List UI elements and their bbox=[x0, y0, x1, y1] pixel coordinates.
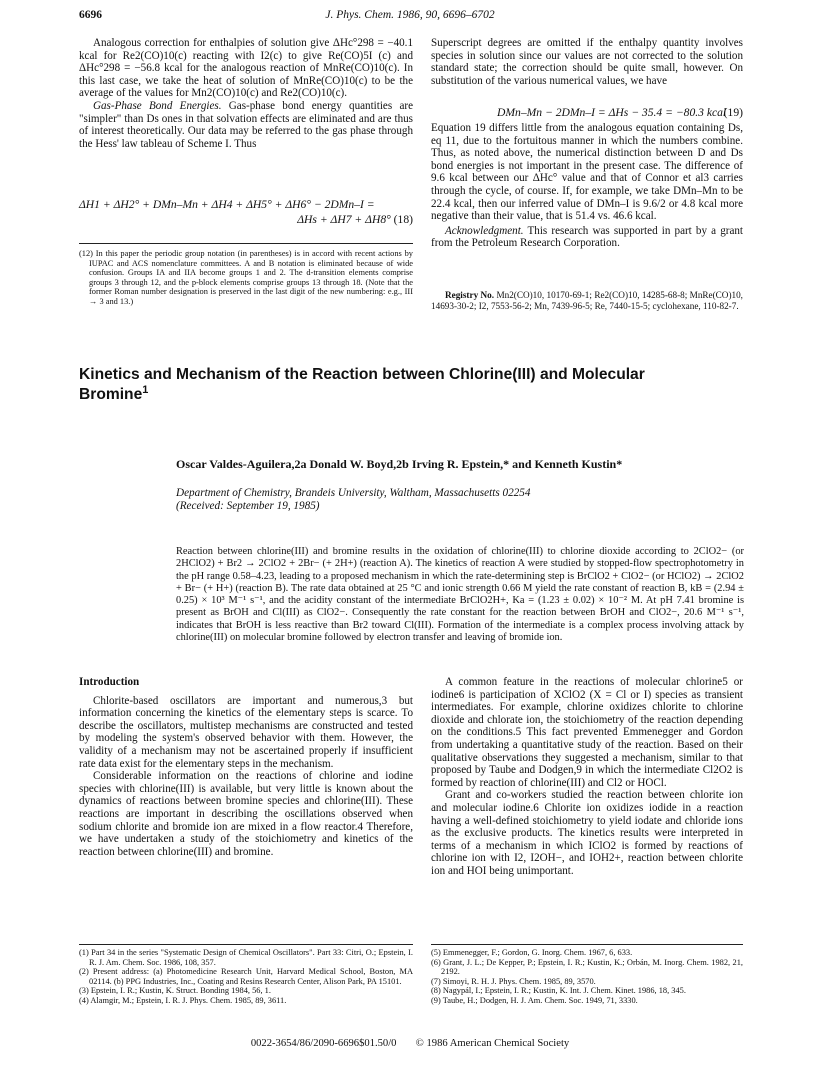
authors: Oscar Valdes-Aguilera,2a Donald W. Boyd,2b Irving R. Epstein,* and Kenneth Kustin* bbox=[176, 457, 623, 471]
running-header: J. Phys. Chem. 1986, 90, 6696–6702 bbox=[325, 9, 495, 21]
eq18-line-1: ΔH1 + ΔH2° + DMn–Mn + ΔH4 + ΔH5° + ΔH6° − 2DMn–I = bbox=[79, 198, 375, 211]
footnote-7: (7) Simoyi, R. H. J. Phys. Chem. 1985, 89, 3570. bbox=[431, 976, 596, 986]
eq18-line-2: ΔHs + ΔH7 + ΔH8° bbox=[297, 213, 391, 226]
page-number: 6696 bbox=[79, 9, 102, 21]
affiliation: Department of Chemistry, Brandeis University, Waltham, Massachusetts 02254 bbox=[176, 487, 531, 499]
left-para-1: Analogous correction for enthalpies of solution give ΔHc°298 = −40.1 kcal for Re2(CO)10(c) reacting with I2(c) to give Re(CO)5I (c) and ΔHc°298 = −56.8 kcal for the analogous reaction of MnRe(CO)10(c). In this last case, we take the heat of solution of MnRe(CO)10(c) to be the average of the values for Mn2(CO)10(c) and Re2(CO)10(c). bbox=[79, 37, 413, 100]
title-line-1: Kinetics and Mechanism of the Reaction between Chlorine(III) and Molecular bbox=[79, 366, 645, 383]
intro-left-para-2: Considerable information on the reactions of chlorine and iodine species with chlorine(III) is available, but very little is known about the dynamics of reactions between bromine species and chlorine(III). These reactions are important in describing the oscillations observed when sodium chlorite and bromide ion are mixed in a flow reactor.4 Therefore, we have undertaken a study of the stoichiometry and kinetics of the reaction between chlorine(III) and bromine. bbox=[79, 770, 413, 858]
left-top-text bbox=[79, 37, 413, 150]
abstract-text: Reaction between chlorine(III) and bromine results in the oxidation of chlorine(III) to chlorine dioxide according to 2ClO2− (or 2HClO2) + Br2 → 2ClO2 + 2Br− (+ 2H+) (reaction A). The kinetics of reaction A were studied by stopped-flow spectrophotometry in the pH range 0.58–4.23, leading to a proposed mechanism in which the rate-determining step is BrClO2 + ClO2− (or HClO2) → 2ClO2 + Br− (+ H+) (reaction B). The rate data obtained at 25 °C and ionic strength 0.66 M yield the rate constant of reaction B, kB = (2.94 ± 0.25) × 10³ M⁻¹ s⁻¹, and the acidity constant of the intermediate BrClO2H+, Ka = (1.23 ± 0.02) × 10⁻² M. At pH 7.41 bromine is present as BrOH and Cl(III) as ClO2−. Consequently the rate constant for the reaction between BrOH and ClO2−, 20.6 M⁻¹ s⁻¹, indicates that BrOH is less reactive than Br2 toward Cl(III). Formation of the intermediate is a complex process involving attack by chlorine(III) on molecular bromine followed by electron transfer and leaving of bromide ion. bbox=[176, 546, 744, 644]
intro-right-para-2: Grant and co-workers studied the reaction between chlorite ion and molecular iodine.6 Chlorite ion oxidizes iodide in a reaction having a well-defined stoichiometry to yield iodate and chloride ions as the exclusive products. The kinetics results were interpreted in terms of a mechanism in which IClO2 is formed by reactions of chlorine ion with I2, I2OH−, and IOH2+, reaction between chlorite ion and HOI being unimportant. bbox=[431, 789, 743, 877]
ack-heading: Acknowledgment. bbox=[445, 224, 524, 237]
footnote-8: (8) Nagypál, I.; Epstein, I. R.; Kustin, K. Int. J. Chem. Kinet. 1986, 18, 345. bbox=[431, 986, 686, 996]
footnote-6: (6) Grant, J. L.; De Kepper, P.; Epstein, I. R.; Kustin, K.; Orbán, M. Inorg. Chem. 1982, 21, 2192. bbox=[431, 957, 743, 977]
abstract bbox=[176, 546, 744, 644]
footnote-divider bbox=[79, 243, 413, 244]
footnote-1: (1) Part 34 in the series "Systematic Design of Chemical Oscillators". Part 33: Citri, O.; Epstein, I. R. J. Am. Chem. Soc. 1986, 108, 357. bbox=[79, 948, 413, 967]
registry-text: Mn2(CO)10, 10170-69-1; Re2(CO)10, 14285-68-8; MnRe(CO)10, 14693-30-2; I2, 7553-56-2; Mn, 7439-96-5; Re, 7440-15-5; cyclohexane, 110-82-7. bbox=[431, 290, 743, 311]
footer-copyright: © 1986 American Chemical Society bbox=[415, 1038, 570, 1049]
received-date: (Received: September 19, 1985) bbox=[176, 500, 320, 512]
affiliation-block bbox=[176, 487, 756, 513]
acknowledgment bbox=[431, 225, 743, 250]
article-title bbox=[79, 365, 739, 405]
right-top-text-2 bbox=[431, 122, 743, 250]
ack-text: This research was supported in part by a grant from the Petroleum Research Corporation. bbox=[431, 224, 743, 250]
gas-phase-heading: Gas-Phase Bond Energies. bbox=[93, 99, 222, 112]
footnotes-left bbox=[79, 948, 413, 1006]
footnote-12 bbox=[79, 249, 413, 307]
footnote-5: (5) Emmenegger, F.; Gordon, G. Inorg. Chem. 1967, 6, 633. bbox=[431, 948, 633, 957]
footnote-12-text: (12) In this paper the periodic group notation (in parentheses) is in accord with recent actions by IUPAC and ACS nomenclature committees. A and B notation is eliminated because of wide confusion. Groups IA and IIA become groups 1 and 2. The d-transition elements comprise groups 3 through 12, and the p-block elements comprise groups 13 through 18. (Note that the former Roman number designation is preserved in the last digit of the new numbering: e.g., III → 3 and 13.) bbox=[79, 249, 413, 306]
footnote-9: (9) Taube, H.; Dodgen, H. J. Am. Chem. Soc. 1949, 71, 3330. bbox=[431, 995, 638, 1005]
intro-right bbox=[431, 676, 743, 878]
intro-left-para-1: Chlorite-based oscillators are important and numerous,3 but information concerning the kinetics of the elementary steps is scarce. To describe the oscillators, multistep mechanisms are constructed and tested by modeling the system's observed behavior with them. However, the validity of a mechanism may not be ascertained properly if insufficient rate data exist for the elementary steps in the mechanism. bbox=[79, 694, 413, 770]
registry-numbers bbox=[431, 290, 743, 311]
right-para-2: Equation 19 differs little from the analogous equation containing Ds, eq 11, due to the fortuitous manner in which the numbers combine. Thus, as noted above, the numerical distinction between D and Ds bond energies is not important in the present case. The difference of 9.6 kcal between our ΔHc° value and that of Connor et al3 carries through the cycle, of course. If, for example, we take DMn–Mn to be 22.4 kcal, then our inferred value of DMn–I is 9.6/2 or 4.8 kcal more negative than their value, that is 51.4 vs. 46.6 kcal. bbox=[431, 122, 743, 223]
eq18-number: (18) bbox=[393, 213, 413, 226]
equation-18 bbox=[79, 198, 413, 226]
footnote-3: (3) Epstein, I. R.; Kustin, K. Struct. Bonding 1984, 56, 1. bbox=[79, 986, 271, 996]
intro-right-para-1: A common feature in the reactions of molecular chlorine5 or iodine6 is participation of XClO2 (X = Cl or I) species as transient intermediates. For example, chlorine oxidizes chlorite to chlorine dioxide and chlorate ion, the stoichiometry of the reaction depending on the conditions.5 This fact prevented Emmenegger and Gordon from undertaking a quantitative study of the reaction. Based on their qualitative observations they suggested a mechanism, similar to that proposed by Taube and Dodgen,9 in which the intermediate Cl2O2 is formed by reaction of chlorine(III) and Cl2 or HOCl. bbox=[431, 676, 743, 789]
footnote-4: (4) Alamgir, M.; Epstein, I. R. J. Phys. Chem. 1985, 89, 3611. bbox=[79, 995, 287, 1005]
eq19-text: DMn–Mn − 2DMn–I = ΔHs − 35.4 = −80.3 kcal bbox=[497, 106, 727, 119]
right-top-text bbox=[431, 37, 743, 87]
equation-19 bbox=[431, 106, 743, 119]
intro-left bbox=[79, 676, 413, 858]
page-footer bbox=[0, 1038, 820, 1049]
footnotes-right bbox=[431, 948, 743, 1006]
right-para-1: Superscript degrees are omitted if the enthalpy quantity involves species in solution since our values are not corrected to the solution standard state; the correction should be quite small, however. On substitution of the various numerical values, we have bbox=[431, 37, 743, 87]
intro-heading: Introduction bbox=[79, 676, 140, 688]
title-footnote-mark: 1 bbox=[142, 383, 149, 396]
footnote-divider-right bbox=[431, 944, 743, 945]
footnote-divider-left bbox=[79, 944, 413, 945]
footnote-2: (2) Present address: (a) Photomedicine Research Unit, Harvard Medical School, Boston, MA 02114. (b) PPG Industries, Inc., Coating and Resins Research Center, Alison Park, PA 15101. bbox=[79, 967, 413, 986]
footer-code: 0022-3654/86/2090-6696$01.50/0 bbox=[250, 1038, 397, 1049]
left-para-2 bbox=[79, 100, 413, 150]
registry-heading: Registry No. bbox=[445, 290, 495, 300]
gas-phase-text: Gas-phase bond energy quantities are "simpler" than Ds ones in that solvation effects are eliminated and are thus of interest theoretically. Our data may be referred to the gas phase through the Hess' law tableau of Scheme I. Thus bbox=[79, 99, 413, 150]
title-line-2: Bromine bbox=[79, 386, 143, 403]
eq19-number: (19) bbox=[723, 106, 743, 119]
